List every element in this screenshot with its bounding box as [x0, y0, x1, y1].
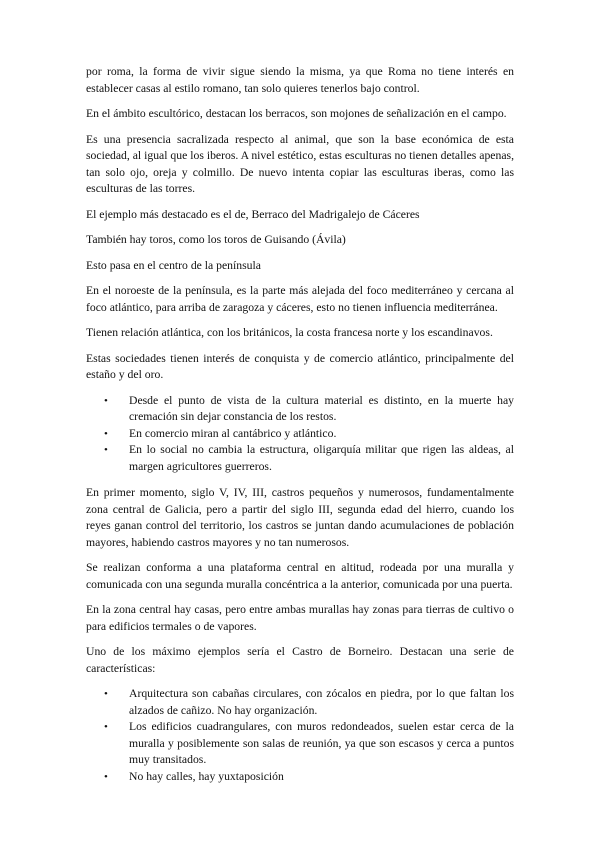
bullet-list — [86, 686, 514, 785]
bullet-icon: • — [104, 688, 108, 700]
paragraph: En el noroeste de la península, es la parte más alejada del foco mediterráneo y cercana al foco atlántico, para arriba de zaragoza y cáceres, esto no tienen influencia mediterránea. — [86, 284, 514, 314]
bullet-icon: • — [104, 770, 108, 783]
list-item — [104, 686, 514, 719]
paragraph: En primer momento, siglo V, IV, III, castros pequeños y numerosos, fundamentalmente zona central de Galicia, pero a partir del siglo III, segunda edad del hierro, cuando los reyes ganan control del territorio, los castros se juntan dando acumulaciones de población mayores, habiendo castros mayores y no tan numerosos. — [86, 486, 514, 549]
paragraph: Es una presencia sacralizada respecto al animal, que son la base económica de esta sociedad, al igual que los iberos. A nivel estético, estas esculturas no tienen detalles apenas, tan solo ojo, oreja y colmillo. De nuevo intenta copiar las esculturas iberas, como las esculturas de las torres. — [86, 132, 514, 195]
paragraph: Tienen relación atlántica, con los británicos, la costa francesa norte y los escandinavos. — [86, 326, 493, 339]
list-item — [104, 393, 514, 426]
list-item-text: Los edificios cuadrangulares, con muros redondeados, suelen estar cerca de la muralla y posiblemente son salas de reunión, ya que son escasos y cerca a puntos muy transitados. — [129, 720, 514, 766]
bullet-icon: • — [104, 721, 108, 733]
paragraph: Se realizan conforma a una plataforma central en altitud, rodeada por una muralla y comunicada con una segunda muralla concéntrica a la anterior, comunicada por una puerta. — [86, 561, 514, 591]
list-item — [104, 719, 514, 769]
list-item-text: En lo social no cambia la estructura, oligarquía militar que rigen las aldeas, al margen agricultores guerreros. — [129, 443, 514, 473]
bullet-icon: • — [104, 394, 108, 407]
paragraph: En la zona central hay casas, pero entre ambas murallas hay zonas para tierras de cultivo o para edificios termales o de vapores. — [86, 603, 514, 633]
paragraph: Uno de los máximo ejemplos sería el Castro de Borneiro. Destacan una serie de características: — [86, 645, 514, 675]
list-item — [104, 442, 514, 475]
paragraph: Esto pasa en el centro de la península — [86, 258, 261, 272]
paragraph: Estas sociedades tienen interés de conquista y de comercio atlántico, principalmente del estaño y del oro. — [86, 351, 514, 381]
list-item-text: Desde el punto de vista de la cultura material es distinto, en la muerte hay cremación sin dejar constancia de los restos. — [129, 393, 514, 423]
list-item-text: No hay calles, hay yuxtaposición — [129, 769, 284, 783]
bullet-icon: • — [104, 444, 108, 456]
list-item-text: En comercio miran al cantábrico y atlántico. — [129, 426, 337, 440]
paragraph: En el ámbito escultórico, destacan los berracos, son mojones de señalización en el campo. — [86, 107, 507, 120]
bullet-icon: • — [104, 427, 108, 440]
paragraph: por roma, la forma de vivir sigue siendo la misma, ya que Roma no tiene interés en establecer casas al estilo romano, tan solo quieres tenerlos bajo control. — [86, 65, 514, 95]
list-item-text: Arquitectura son cabañas circulares, con zócalos en piedra, por lo que faltan los alzados de cañizo. No hay organización. — [129, 687, 514, 717]
list-item — [104, 426, 514, 443]
list-item — [104, 769, 514, 786]
bullet-list — [86, 393, 514, 476]
paragraph: El ejemplo más destacado es el de, Berraco del Madrigalejo de Cáceres — [86, 207, 420, 221]
paragraph: También hay toros, como los toros de Guisando (Ávila) — [86, 233, 346, 246]
